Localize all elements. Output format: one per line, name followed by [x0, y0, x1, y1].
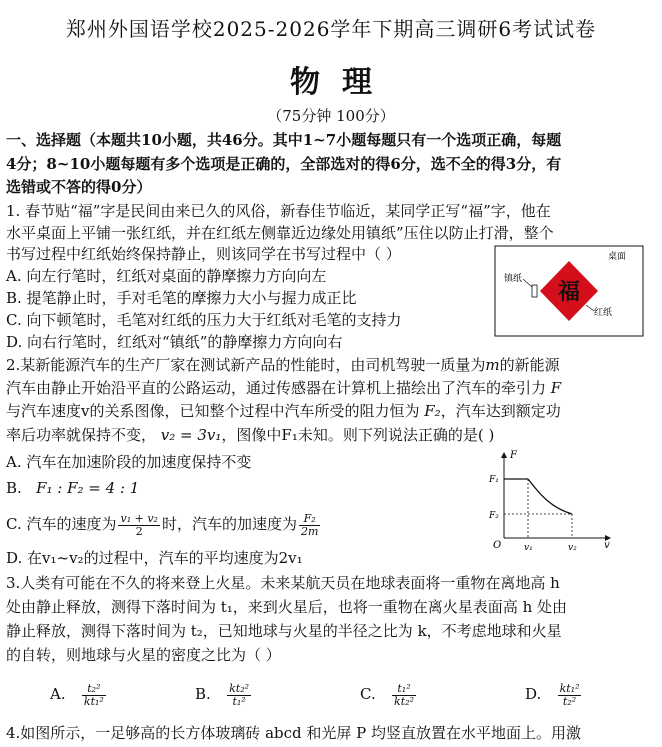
- q2-option-c: C. 汽车的速度为 $\frac{\text{v₁ + v₂}}{2}$ 时，汽车的加速度为 $\frac{\text{F₂}}{2m}$: [6, 511, 319, 538]
- f1-label: F₁: [489, 475, 499, 485]
- fu-character: 福: [557, 279, 581, 305]
- q3-option-a-fraction: $\frac{\text{t₂²}}{\text{kt₁²}}$: [83, 681, 104, 708]
- q2-option-a: A. 汽车在加速阶段的加速度保持不变: [6, 453, 252, 471]
- q1-figure: [494, 245, 644, 337]
- q2-stem-line3: 与汽车速度v的关系图像，已知整个过程中汽车所受的阻力恒为 F₂，汽车达到额定功: [6, 402, 561, 420]
- decreasing-force-curve: [528, 479, 572, 514]
- q2-option-d: D. 在v₁~v₂的过程中，汽车的平均速度为2v₁: [6, 549, 303, 567]
- q3-stem-line4: 的自转，则地球与火星的密度之比为（ ）: [6, 646, 281, 664]
- q1-stem-line1: 1. 春节贴“福”字是民间由来已久的风俗，新春佳节临近，某同学正写“福”字，他在: [6, 202, 551, 220]
- paper-weight: [532, 285, 537, 297]
- q1-option-d: D. 向右行笔时，红纸对“镇纸”的静摩擦力方向向右: [6, 333, 343, 351]
- time-info: （75分钟 100分）: [267, 107, 395, 125]
- q3-stem-line1: 3.人类有可能在不久的将来登上火星。未来某航天员在地球表面将一重物在离地高 h: [6, 574, 560, 592]
- y-axis-label: F: [510, 450, 517, 461]
- q3-option-c-fraction: $\frac{\text{t₁²}}{\text{kt₂²}}$: [394, 681, 414, 708]
- q1-option-a: A. 向左行笔时，红纸对桌面的静摩擦力方向向左: [6, 267, 327, 285]
- desk-label: 桌面: [608, 252, 627, 262]
- q2-stem-line1: 2.某新能源汽车的生产厂家在测试新产品的性能时，由司机驾驶一质量为m的新能源: [6, 356, 560, 374]
- q2-option-b: B. F₁ : F₂ = 4 : 1: [6, 479, 140, 497]
- q3-option-b: B. $\frac{\text{kt₂²}}{\text{t₁²}}$: [195, 681, 250, 708]
- q2-c-speed-fraction: $\frac{\text{v₁ + v₂}}{2}$: [120, 511, 158, 538]
- q3-stem-line2: 处由静止释放，测得下落时间为 t₁，来到火星后，也将一重物在离火星表面高 h 处由: [6, 598, 568, 616]
- q2-stem-line4: 率后功率就保持不变， v₂ = 3v₁，图像中F₁未知。则下列说法正确的是( ): [6, 426, 495, 444]
- v2-label: v₂: [568, 543, 577, 553]
- x-axis-label: v: [604, 540, 610, 551]
- section-heading-line1: 一、选择题（本题共10小题，共46分。其中1~7小题每题只有一个选项正确，每题: [6, 131, 562, 149]
- q3-stem-line3: 静止释放，测得下落时间为 t₂，已知地球与火星的半径之比为 k，不考虑地球和火星: [6, 622, 562, 640]
- v1-label: v₁: [524, 543, 533, 553]
- q3-option-d-fraction: $\frac{\text{kt₁²}}{\text{t₂²}}$: [559, 681, 580, 708]
- q1-stem-line3: 书写过程中红纸始终保持静止，则该同学在书写过程中（ ）: [6, 245, 401, 263]
- q2-fv-graph: [486, 448, 616, 553]
- q1-option-c: C. 向下顿笔时，毛笔对红纸的压力大于红纸对毛笔的支持力: [6, 311, 402, 329]
- q3-option-d: D. $\frac{\text{kt₁²}}{\text{t₂²}}$: [525, 681, 580, 708]
- q3-option-a: A. $\frac{\text{t₂²}}{\text{kt₁²}}$: [50, 681, 104, 708]
- q2-c-accel-fraction: $\frac{\text{F₂}}{2m}$: [300, 511, 319, 538]
- q1-option-b: B. 提笔静止时，手对毛笔的摩擦力大小与握力成正比: [6, 289, 357, 307]
- q2-stem-line2: 汽车由静止开始沿平直的公路运动，通过传感器在计算机上描绘出了汽车的牵引力 F: [6, 379, 562, 397]
- q3-option-b-fraction: $\frac{\text{kt₂²}}{\text{t₁²}}$: [229, 681, 250, 708]
- q3-option-c: C. $\frac{\text{t₁²}}{\text{kt₂²}}$: [360, 681, 414, 708]
- q1-stem-line2: 水平桌面上平铺一张红纸，并在红纸左侧靠近边缘处用镇纸”压住以防止打滑，整个: [6, 224, 554, 242]
- q4-stem-line1: 4.如图所示，一足够高的长方体玻璃砖 abcd 和光屏 P 均竖直放置在水平地面上。用激: [6, 724, 582, 742]
- section-heading-line2: 4分；8~10小题每题有多个选项是正确的，全部选对的得6分，选不全的得3分，有: [6, 155, 562, 173]
- red-paper-label: 红纸: [594, 308, 613, 318]
- section-heading-line3: 选错或不答的得0分）: [6, 178, 152, 196]
- exam-title: 郑州外国语学校2025-2026学年下期高三调研6考试试卷: [65, 17, 597, 41]
- f2-label: F₂: [489, 511, 499, 521]
- origin-label: O: [493, 540, 502, 551]
- paper-weight-label: 镇纸: [504, 274, 523, 284]
- subject-title: 物理: [290, 65, 394, 100]
